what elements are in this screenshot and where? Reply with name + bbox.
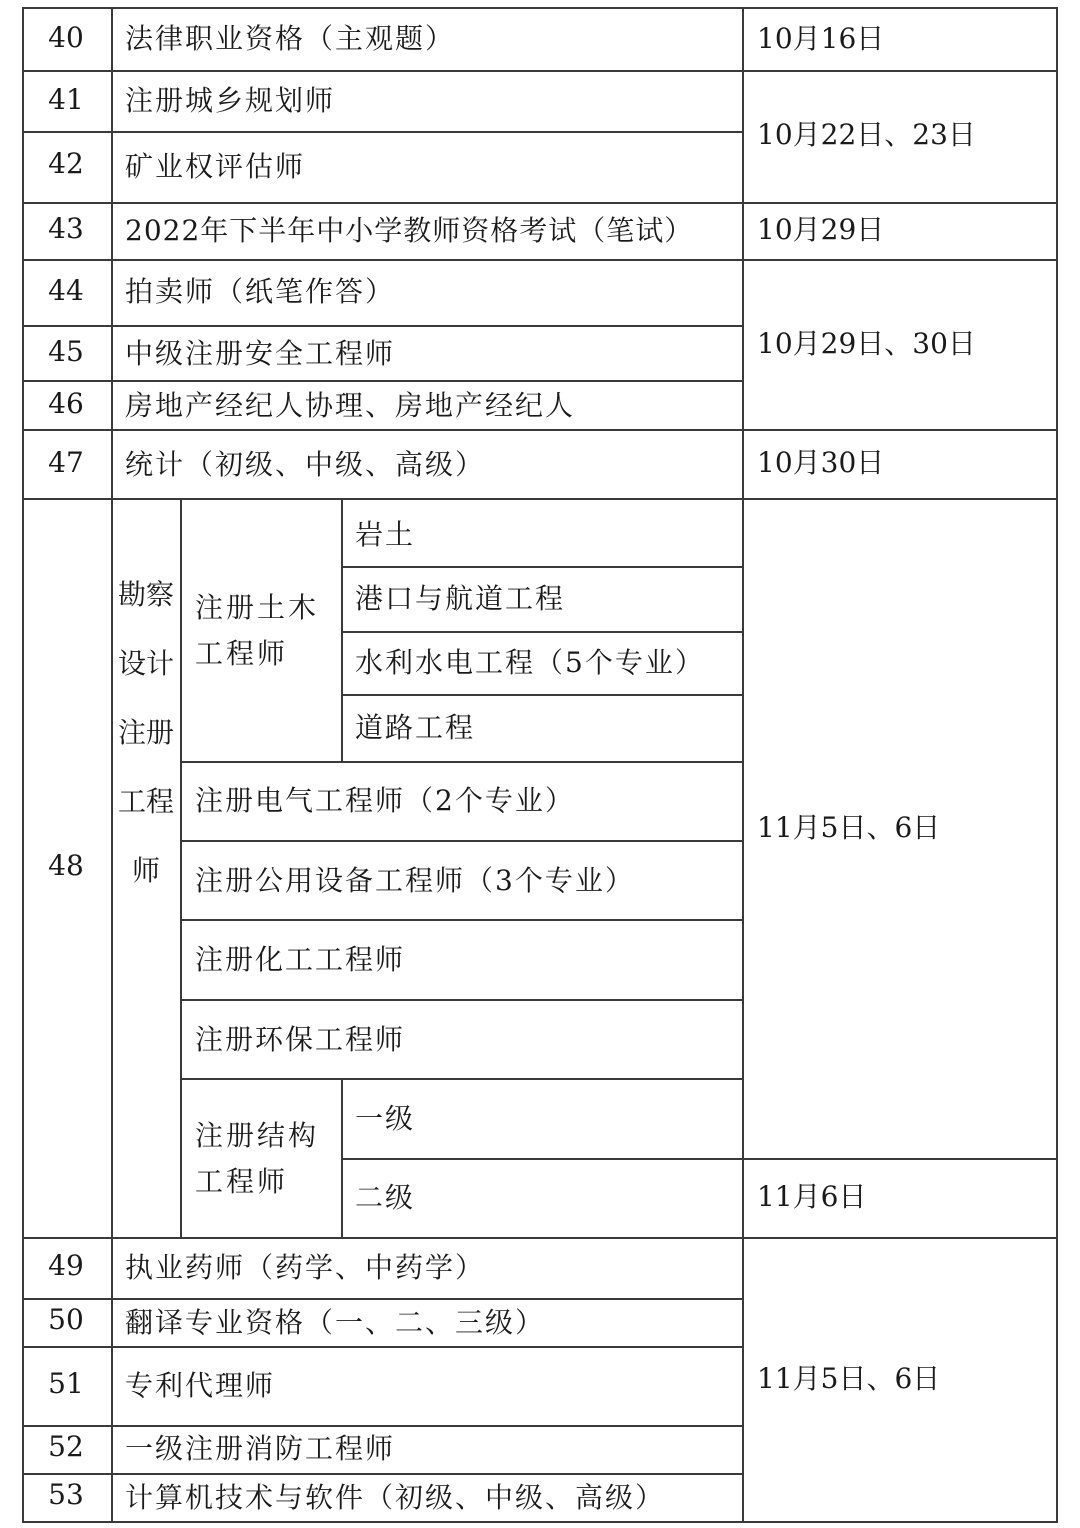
exam-name: 中级注册安全工程师	[125, 337, 396, 370]
row-divider	[22, 1425, 743, 1427]
row-divider	[22, 1237, 1058, 1239]
chemical-engineer: 注册化工工程师	[195, 943, 406, 976]
row-number: 44	[48, 274, 84, 307]
row-divider	[22, 1473, 743, 1475]
exam-date: 10月22日、23日	[757, 118, 976, 151]
column-divider	[341, 1078, 343, 1238]
row-number: 48	[48, 849, 84, 882]
row-divider	[342, 631, 743, 633]
row-number: 43	[48, 212, 84, 245]
exam-date: 10月29日、30日	[757, 327, 976, 360]
exam-date: 11月5日、6日	[757, 1362, 941, 1395]
row-number: 47	[48, 446, 84, 479]
row-divider	[22, 498, 1058, 500]
row-divider	[181, 761, 743, 763]
exam-name: 拍卖师（纸笔作答）	[125, 275, 396, 308]
row-divider	[22, 325, 743, 327]
row-divider	[22, 380, 743, 382]
row-number: 50	[48, 1303, 84, 1336]
exam-group-name: 勘察设计注册工程师	[117, 578, 174, 887]
exam-date: 11月6日	[757, 1180, 867, 1213]
exam-name: 执业药师（药学、中药学）	[125, 1251, 486, 1284]
row-divider	[22, 131, 743, 133]
row-divider	[22, 259, 1058, 261]
row-number: 49	[48, 1249, 84, 1282]
row-divider	[342, 566, 743, 568]
row-number: 51	[48, 1367, 84, 1400]
structural-engineer-name: 注册结构工程师	[195, 1119, 320, 1198]
row-number: 40	[48, 21, 84, 54]
row-divider	[22, 1346, 743, 1348]
row-divider	[22, 202, 1058, 204]
row-divider	[22, 70, 1058, 72]
row-divider	[181, 919, 743, 921]
column-divider	[742, 7, 744, 1523]
column-divider	[1056, 7, 1058, 1523]
exam-date: 10月29日	[757, 213, 885, 246]
exam-date: 10月30日	[757, 446, 885, 479]
exam-name: 翻译专业资格（一、二、三级）	[125, 1306, 546, 1339]
civil-engineer-name: 注册土木工程师	[195, 591, 320, 670]
structural-level: 二级	[355, 1181, 416, 1214]
row-number: 53	[48, 1478, 84, 1511]
exam-date: 11月5日、6日	[757, 811, 941, 844]
exam-name: 统计（初级、中级、高级）	[125, 448, 486, 481]
row-number: 41	[48, 83, 84, 116]
exam-name: 法律职业资格（主观题）	[125, 22, 456, 55]
row-divider	[342, 1158, 1058, 1160]
column-divider	[180, 498, 182, 1238]
row-number: 46	[48, 387, 84, 420]
row-divider	[22, 7, 1058, 9]
row-number: 52	[48, 1430, 84, 1463]
environmental-engineer: 注册环保工程师	[195, 1023, 406, 1056]
exam-date: 10月16日	[757, 22, 885, 55]
civil-subject: 水利水电工程（5个专业）	[355, 646, 705, 679]
exam-name: 2022年下半年中小学教师资格考试（笔试）	[125, 214, 694, 247]
row-number: 45	[48, 335, 84, 368]
civil-subject: 港口与航道工程	[355, 582, 566, 615]
exam-name: 一级注册消防工程师	[125, 1432, 396, 1465]
row-divider	[22, 1521, 1058, 1523]
row-divider	[22, 429, 1058, 431]
utility-engineer: 注册公用设备工程师（3个专业）	[195, 864, 635, 897]
row-number: 42	[48, 147, 84, 180]
row-divider	[181, 1078, 743, 1080]
row-divider	[181, 840, 743, 842]
civil-subject: 岩土	[355, 518, 416, 551]
exam-name: 计算机技术与软件（初级、中级、高级）	[125, 1481, 666, 1514]
structural-level: 一级	[355, 1102, 416, 1135]
exam-name: 专利代理师	[125, 1369, 276, 1402]
exam-name: 房地产经纪人协理、房地产经纪人	[125, 389, 576, 422]
exam-name: 矿业权评估师	[125, 150, 306, 183]
row-divider	[342, 694, 743, 696]
civil-subject: 道路工程	[355, 711, 476, 744]
exam-name: 注册城乡规划师	[125, 84, 336, 117]
row-divider	[181, 999, 743, 1001]
column-divider	[341, 498, 343, 762]
electrical-engineer: 注册电气工程师（2个专业）	[195, 784, 575, 817]
row-divider	[22, 1298, 743, 1300]
